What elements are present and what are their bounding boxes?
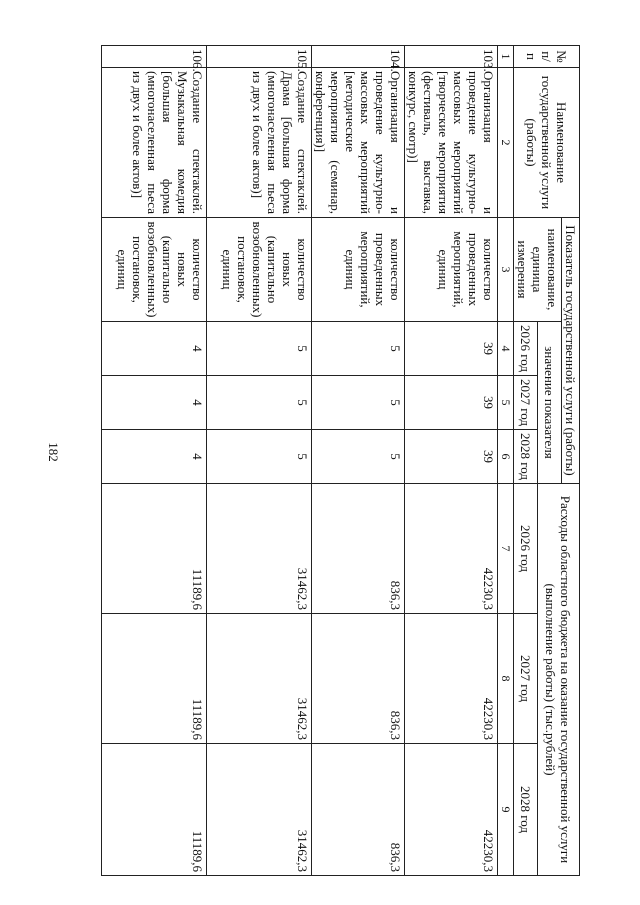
expense-2026-cell: 42230,3 [405, 484, 498, 614]
header-num: № п/п [514, 46, 580, 68]
table-row [102, 46, 207, 876]
column-number: 8 [498, 614, 514, 744]
header-indicator-name: наименование, единица измерения [514, 218, 562, 322]
expense-2026-cell: 31462,3 [207, 484, 312, 614]
indicator-cell: количество проведенных мероприятий, единиц [312, 218, 405, 322]
header-year-2026: 2026 год [514, 322, 538, 376]
expense-2027-cell: 31462,3 [207, 614, 312, 744]
expense-2028-cell: 836,3 [312, 744, 405, 876]
value-2027-cell: 5 [312, 376, 405, 430]
header-indicator-group: Показатель государственной услуги (работы) [562, 218, 580, 484]
row-num: 104. [312, 46, 405, 68]
table-row [405, 46, 498, 876]
budget-table [101, 45, 580, 876]
value-2026-cell: 4 [102, 322, 207, 376]
value-2028-cell: 5 [207, 430, 312, 484]
column-number: 4 [498, 322, 514, 376]
expense-2027-cell: 42230,3 [405, 614, 498, 744]
column-number: 6 [498, 430, 514, 484]
header-expense-group: Расходы областного бюджета на оказание государственной услуги (выполнение работы) (тыс.рублей) [538, 484, 580, 876]
header-expense-2028: 2028 год [514, 744, 538, 876]
rotated-table-container [80, 45, 580, 875]
header-service-name: Наименование государственной услуги (работы) [514, 68, 580, 218]
expense-2026-cell: 836,3 [312, 484, 405, 614]
expense-2028-cell: 31462,3 [207, 744, 312, 876]
page-number: 182 [46, 442, 61, 462]
service-name-cell: Создание спектаклей. Музыкальная комедия [большая форма (многонаселенная пьеса из двух и более актов)] [102, 68, 207, 218]
column-number: 1 [498, 46, 514, 68]
table-row [312, 46, 405, 876]
value-2028-cell: 4 [102, 430, 207, 484]
column-number: 5 [498, 376, 514, 430]
column-number: 2 [498, 68, 514, 218]
value-2027-cell: 5 [207, 376, 312, 430]
row-num: 103. [405, 46, 498, 68]
header-indicator-value: значение показателя [538, 322, 562, 484]
value-2028-cell: 5 [312, 430, 405, 484]
value-2026-cell: 5 [207, 322, 312, 376]
expense-2027-cell: 836,3 [312, 614, 405, 744]
value-2027-cell: 4 [102, 376, 207, 430]
table-row [207, 46, 312, 876]
column-number: 3 [498, 218, 514, 322]
value-2028-cell: 39 [405, 430, 498, 484]
header-year-2028: 2028 год [514, 430, 538, 484]
column-number: 7 [498, 484, 514, 614]
indicator-cell: количество новых (капитально возобновленных) постановок, единиц [207, 218, 312, 322]
expense-2026-cell: 11189,6 [102, 484, 207, 614]
indicator-cell: количество новых (капитально возобновленных) постановок, единиц [102, 218, 207, 322]
indicator-cell: количество проведенных мероприятий, единиц [405, 218, 498, 322]
row-num: 105. [207, 46, 312, 68]
service-name-cell: Организация и проведение культурно-массовых мероприятий [методические мероприятия (семинар, конференция)] [312, 68, 405, 218]
expense-2028-cell: 11189,6 [102, 744, 207, 876]
row-num: 106. [102, 46, 207, 68]
value-2026-cell: 5 [312, 322, 405, 376]
service-name-cell: Организация и проведение культурно-массовых мероприятий [творческие мероприятия (фестиваль, выставка, конкурс, смотр)] [405, 68, 498, 218]
value-2027-cell: 39 [405, 376, 498, 430]
header-expense-2026: 2026 год [514, 484, 538, 614]
column-number: 9 [498, 744, 514, 876]
service-name-cell: Создание спектаклей. Драма [большая форма (многонаселенная пьеса из двух и более актов)] [207, 68, 312, 218]
header-year-2027: 2027 год [514, 376, 538, 430]
header-expense-2027: 2027 год [514, 614, 538, 744]
expense-2027-cell: 11189,6 [102, 614, 207, 744]
expense-2028-cell: 42230,3 [405, 744, 498, 876]
value-2026-cell: 39 [405, 322, 498, 376]
